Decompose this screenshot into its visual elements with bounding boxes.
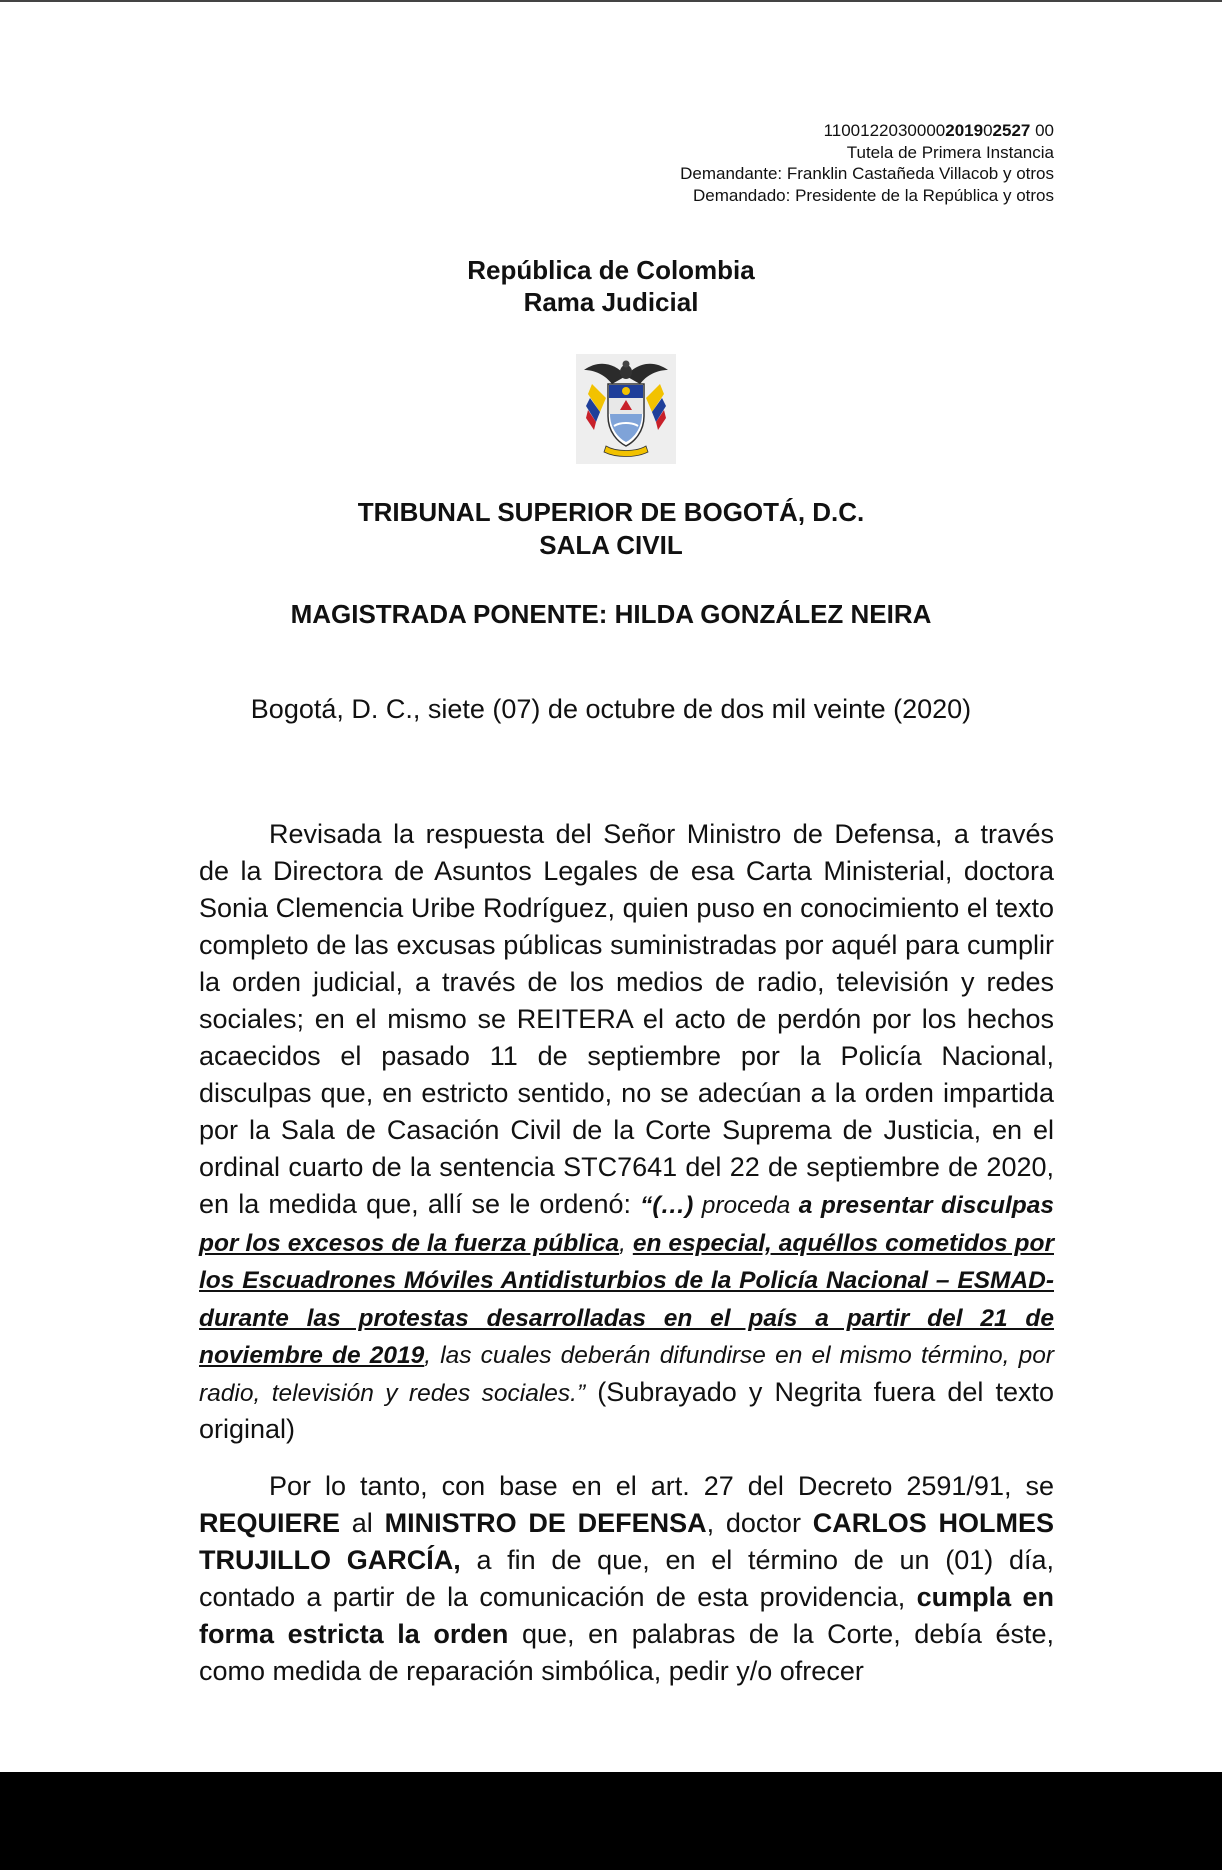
minister-title: MINISTRO DE DEFENSA xyxy=(384,1508,707,1538)
quote-bold-phrase: a presentar disculpas xyxy=(798,1192,1054,1219)
institution-header xyxy=(0,254,1222,318)
strict-compliance-phrase: cumpla en forma estricta la orden xyxy=(199,1582,1054,1649)
viewer-bottom-bar xyxy=(0,1772,1222,1870)
quote-proceda: proceda xyxy=(693,1192,799,1219)
quote-open: “(…) xyxy=(640,1192,694,1219)
body-paragraph-1: Revisada la respuesta del Señor Ministro de Defensa, a través de la Directora de Asuntos Legales de esa Carta Ministerial, doctora Sonia Clemencia Uribe Rodríguez, quien puso en conocimiento el texto completo de las excusas públicas suministradas por aquél para cumplir la orden judicial, a través de los medios de radio, televisión y redes sociales; en el mismo se REITERA el acto de perdón por los hechos acaecidos el pasado 11 de septiembre por la Policía Nacional, disculpas que, en estricto sentido, no se adecúan a la orden impartida por la Sala de Casación Civil de la Corte Suprema de Justicia, en el ordinal cuarto de la sentencia STC7641 del 22 de septiembre de 2020, en la medida que, allí se le ordenó: “(…) proceda a presentar disculpas por los excesos de la fuerza pública, en especial, aquéllos cometidos por los Escuadrones Móviles Antidisturbios de la Policía Nacional – ESMAD- durante las protestas desarrolladas en el país a partir del 21 de noviembre de 2019, las cuales deberán difundirse en el mismo término, por radio, televisión y redes sociales.” (Subrayado y Negrita fuera del texto original) xyxy=(199,819,1054,1444)
court-header xyxy=(0,496,1222,562)
minister-name: CARLOS HOLMES TRUJILLO GARCÍA, xyxy=(199,1508,1054,1575)
body-paragraph-2: Por lo tanto, con base en el art. 27 del Decreto 2591/91, se REQUIERE al MINISTRO DE DEFENSA, doctor CARLOS HOLMES TRUJILLO GARCÍA, a fin de que, en el término de un (01) día, contado a partir de la comunicación de esta providencia, cumpla en forma estricta la orden que, en palabras de la Corte, debía éste, como medida de reparación simbólica, pedir y/o ofrecer xyxy=(199,1471,1055,1686)
case-header xyxy=(680,120,1054,206)
emphasis-note: (Subrayado y Negrita fuera del texto original) xyxy=(199,1376,1054,1444)
judge-line: MAGISTRADA PONENTE: HILDA GONZÁLEZ NEIRA xyxy=(290,599,932,629)
paragraph1-intro: Revisada la respuesta del Señor Ministro de Defensa, a través de la Directora de Asuntos Legales de esa Carta Ministerial, doctora Sonia Clemencia Uribe Rodríguez, quien puso en conocimiento el texto completo de las excusas públicas suministradas por aquél para cumplir la orden judicial, a través de los medios de radio, televisión y redes sociales; en el mismo se REITERA el acto de perdón por los hechos acaecidos el pasado 11 de septiembre por la Policía Nacional, disculpas que, en estricto sentido, no se adecúan a la orden impartida por la Sala de Casación Civil de la Corte Suprema de Justicia, en el ordinal cuarto de la sentencia STC7641 del 22 de septiembre de 2020, en la medida que, allí se le ordenó: xyxy=(199,819,1054,1219)
country-name: República de Colombia xyxy=(467,255,755,285)
court-chamber: SALA CIVIL xyxy=(539,530,683,560)
judicial-branch: Rama Judicial xyxy=(523,287,699,317)
quote-underlined-phrase: por los excesos de la fuerza pública xyxy=(199,1229,620,1257)
case-file-number: 1100122030000201902527 00 xyxy=(823,121,1054,140)
document-page xyxy=(0,2,1222,1772)
requiere-keyword: REQUIERE xyxy=(199,1508,341,1538)
court-name: TRIBUNAL SUPERIOR DE BOGOTÁ, D.C. xyxy=(357,497,865,527)
case-plaintiff: Demandante: Franklin Castañeda Villacob y otros xyxy=(680,164,1054,183)
quote-underlined-esmad: en especial, aquéllos cometidos por los Escuadrones Móviles Antidisturbios de la Policía Nacional – ESMAD- durante las protestas desarrolladas en el país a partir del 21 de noviembre de 2019 xyxy=(199,1229,1054,1369)
case-defendant: Demandado: Presidente de la República y otros xyxy=(693,185,1054,205)
case-type: Tutela de Primera Instancia xyxy=(846,142,1054,162)
coat-of-arms-emblem xyxy=(576,354,676,464)
date-line: Bogotá, D. C., siete (07) de octubre de dos mil veinte (2020) xyxy=(250,694,972,724)
quote-tail: , las cuales deberán difundirse en el mismo término, por radio, televisión y redes sociales.” xyxy=(199,1342,1054,1407)
